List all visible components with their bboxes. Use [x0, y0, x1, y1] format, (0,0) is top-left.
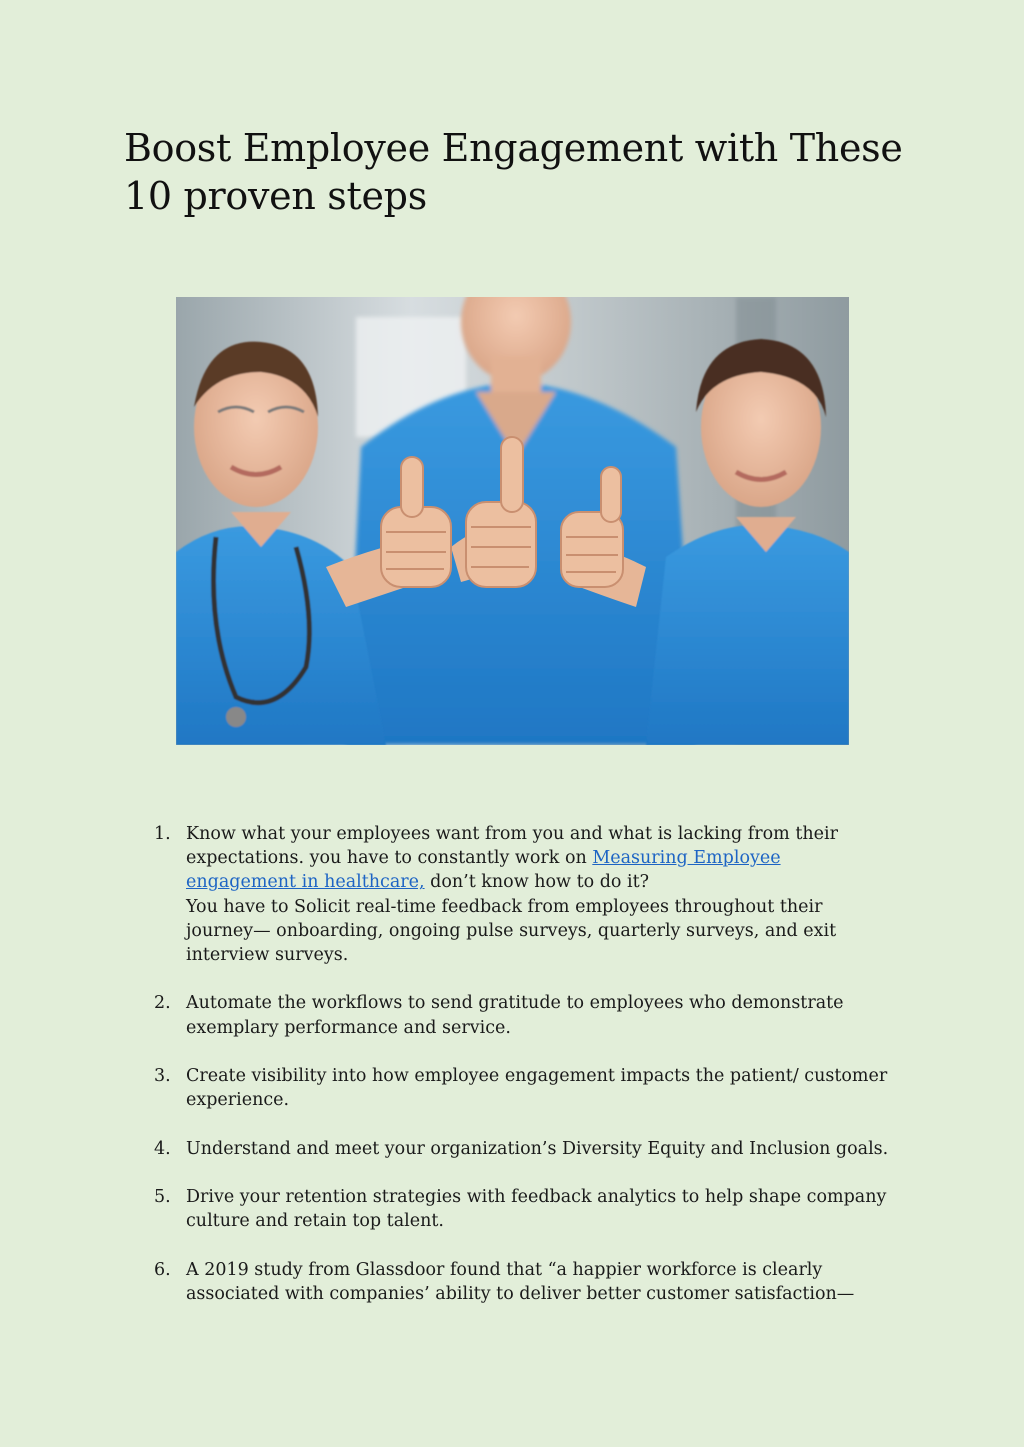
list-item	[152, 991, 892, 1039]
steps-list	[152, 822, 892, 1330]
list-item-text	[186, 822, 892, 967]
hero-photo	[176, 297, 849, 745]
list-item-text: A 2019 study from Glassdoor found that “a happier workforce is clearly associated with companies’ ability to deliver better customer satisfaction—	[186, 1259, 855, 1304]
list-item-text: Understand and meet your organization’s Diversity Equity and Inclusion goals.	[186, 1138, 889, 1159]
list-number: 2.	[154, 993, 171, 1014]
list-item-text: Drive your retention strategies with feedback analytics to help shape company culture and retain top talent.	[186, 1186, 887, 1232]
measuring-engagement-link[interactable]: Measuring Employee engagement in healthcare,	[186, 848, 781, 893]
list-item	[152, 822, 892, 967]
step-paragraph: You have to Solicit real-time feedback from employees throughout their journey— onboarding, ongoing pulse surveys, quarterly surveys, and exit interview surveys.	[186, 896, 837, 966]
list-number: 6.	[154, 1259, 171, 1280]
list-number: 1.	[154, 824, 171, 844]
list-item	[152, 1258, 892, 1306]
page-title: Boost Employee Engagement with These 10 proven steps	[124, 126, 903, 218]
step-text: don’t know how to do it?	[424, 872, 650, 893]
list-number: 3.	[154, 1066, 171, 1086]
list-item	[152, 1185, 892, 1233]
list-item-text: Automate the workflows to send gratitude to employees who demonstrate exemplary performance and service.	[186, 993, 844, 1038]
list-item	[152, 1137, 892, 1161]
list-item-text: Create visibility into how employee engagement impacts the patient/ customer experience.	[186, 1066, 888, 1111]
list-item	[152, 1064, 892, 1112]
list-number: 5.	[154, 1186, 171, 1207]
step-text: Know what your employees want from you and what is lacking from their expectations. you have to constantly work on	[186, 824, 838, 869]
list-number: 4.	[154, 1138, 171, 1159]
